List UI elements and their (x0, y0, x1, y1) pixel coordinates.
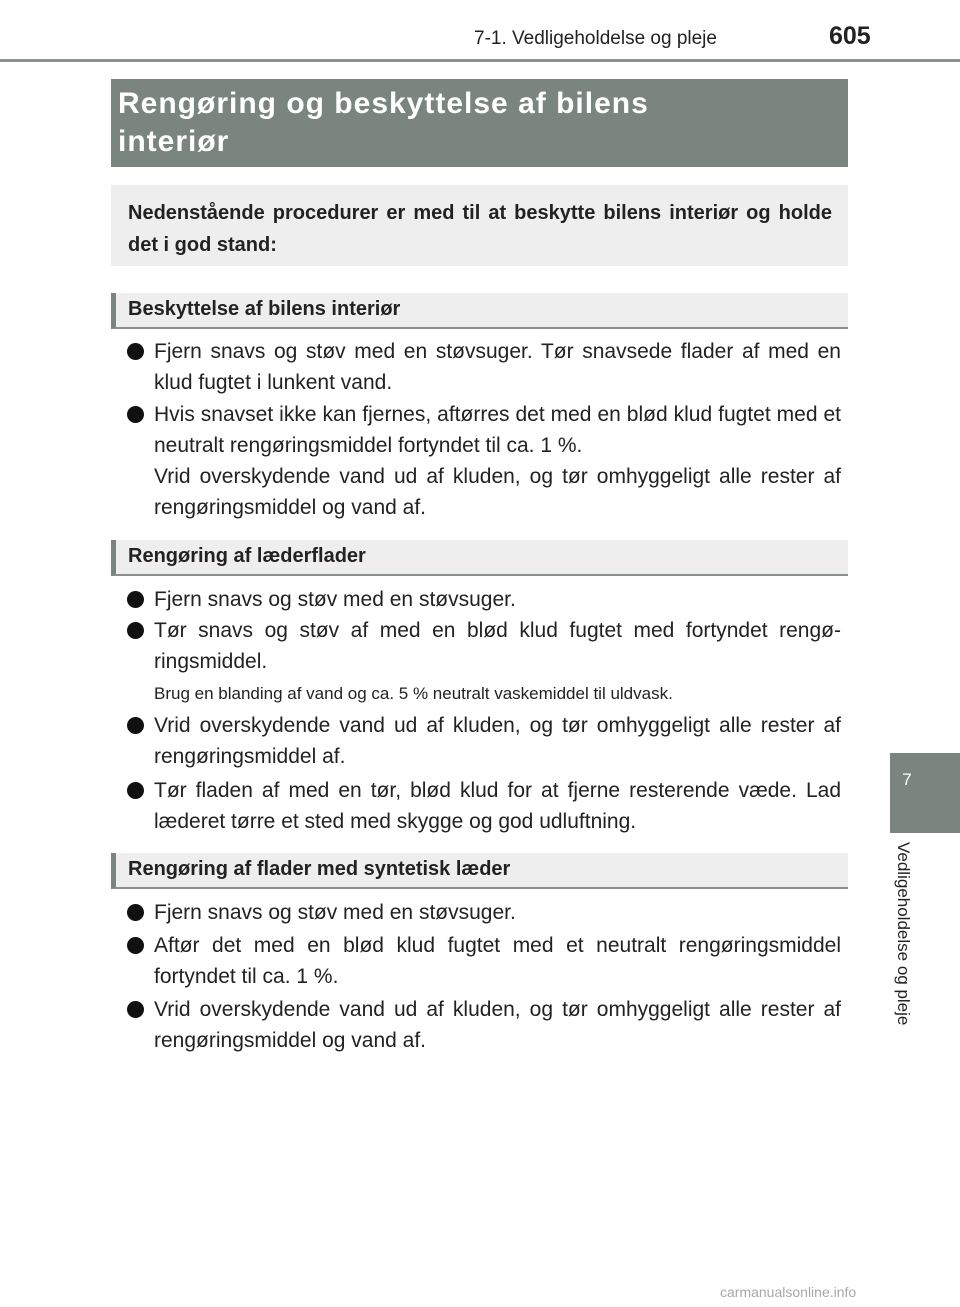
bullet-icon (127, 717, 144, 734)
bullet-icon (127, 937, 144, 954)
list-item-text: Aftør det med en blød klud fugtet med et neutralt rengøringsmiddel fortyndet til ca. 1 %. (154, 934, 841, 988)
list-item (127, 399, 841, 523)
list-item-text: Fjern snavs og støv med en støvsuger. (154, 588, 516, 611)
bullet-icon (127, 406, 144, 423)
list-item-text: Vrid overskydende vand ud af kluden, og tør omhyggeligt alle rester af rengøringsmiddel og vand af. (154, 998, 841, 1052)
intro-text: Nedenstående procedurer er med til at beskytte bilens interiør og holde det i god stand: (128, 202, 832, 256)
list-item-text: Fjern snavs og støv med en støvsuger. Tør snavsede flader af med en klud fugtet i lunkent vand. (154, 340, 841, 394)
list-item-text: Fjern snavs og støv med en støvsuger. (154, 901, 516, 924)
list-item-text: Tør fladen af med en tør, blød klud for at fjerne resterende væde. Lad læderet tørre et sted med skygge og god udluftning. (154, 779, 841, 833)
header-divider (0, 59, 960, 62)
chapter-tab-label-wrap (893, 842, 923, 1072)
bullet-icon (127, 343, 144, 360)
list-item (127, 336, 841, 398)
page-title-box (111, 79, 848, 167)
bullet-icon (127, 904, 144, 921)
list-item-text: Tør snavs og støv af med en blød klud fugtet med fortyndet rengø-ringsmiddel. (154, 619, 841, 673)
running-header-section: 7-1. Vedligeholdelse og pleje (474, 28, 717, 49)
list-item (127, 710, 841, 772)
list-item-text-continued: Vrid overskydende vand ud af kluden, og tør omhyggeligt alle rester af rengøringsmiddel og vand af. (154, 465, 841, 519)
bullet-icon (127, 622, 144, 639)
list-item (127, 930, 841, 992)
bullet-icon (127, 782, 144, 799)
section-heading-synthetic-leather: Rengøring af flader med syntetisk læder (111, 853, 848, 889)
list-item-text: Vrid overskydende vand ud af kluden, og tør omhyggeligt alle rester af rengøringsmiddel af. (154, 714, 841, 768)
bullet-icon (127, 1001, 144, 1018)
chapter-tab-label: Vedligeholdelse og pleje (894, 842, 913, 1026)
page-title-line1: Rengøring og beskyttelse af bilens (118, 87, 649, 120)
list-item (127, 584, 841, 615)
intro-box (111, 185, 848, 266)
page-title (118, 85, 840, 161)
note-text: Brug en blanding af vand og ca. 5 % neutralt vaskemiddel til uldvask. (154, 684, 673, 703)
page-number: 605 (829, 22, 871, 50)
list-item (127, 775, 841, 837)
list-item-text: Hvis snavset ikke kan fjernes, aftørres det med en blød klud fugtet med et neutralt rengøringsmiddel fortyndet til ca. 1 %. (154, 403, 841, 457)
watermark: carmanualsonline.info (720, 1284, 857, 1300)
chapter-tab (890, 753, 960, 833)
list-item (127, 897, 841, 928)
bullet-icon (127, 591, 144, 608)
page-title-line2: interiør (118, 125, 230, 158)
list-item (127, 615, 841, 677)
list-item (127, 994, 841, 1056)
section-heading-interior-protection: Beskyttelse af bilens interiør (111, 293, 848, 329)
section-heading-leather: Rengøring af læderflader (111, 540, 848, 576)
chapter-tab-number: 7 (902, 770, 912, 789)
